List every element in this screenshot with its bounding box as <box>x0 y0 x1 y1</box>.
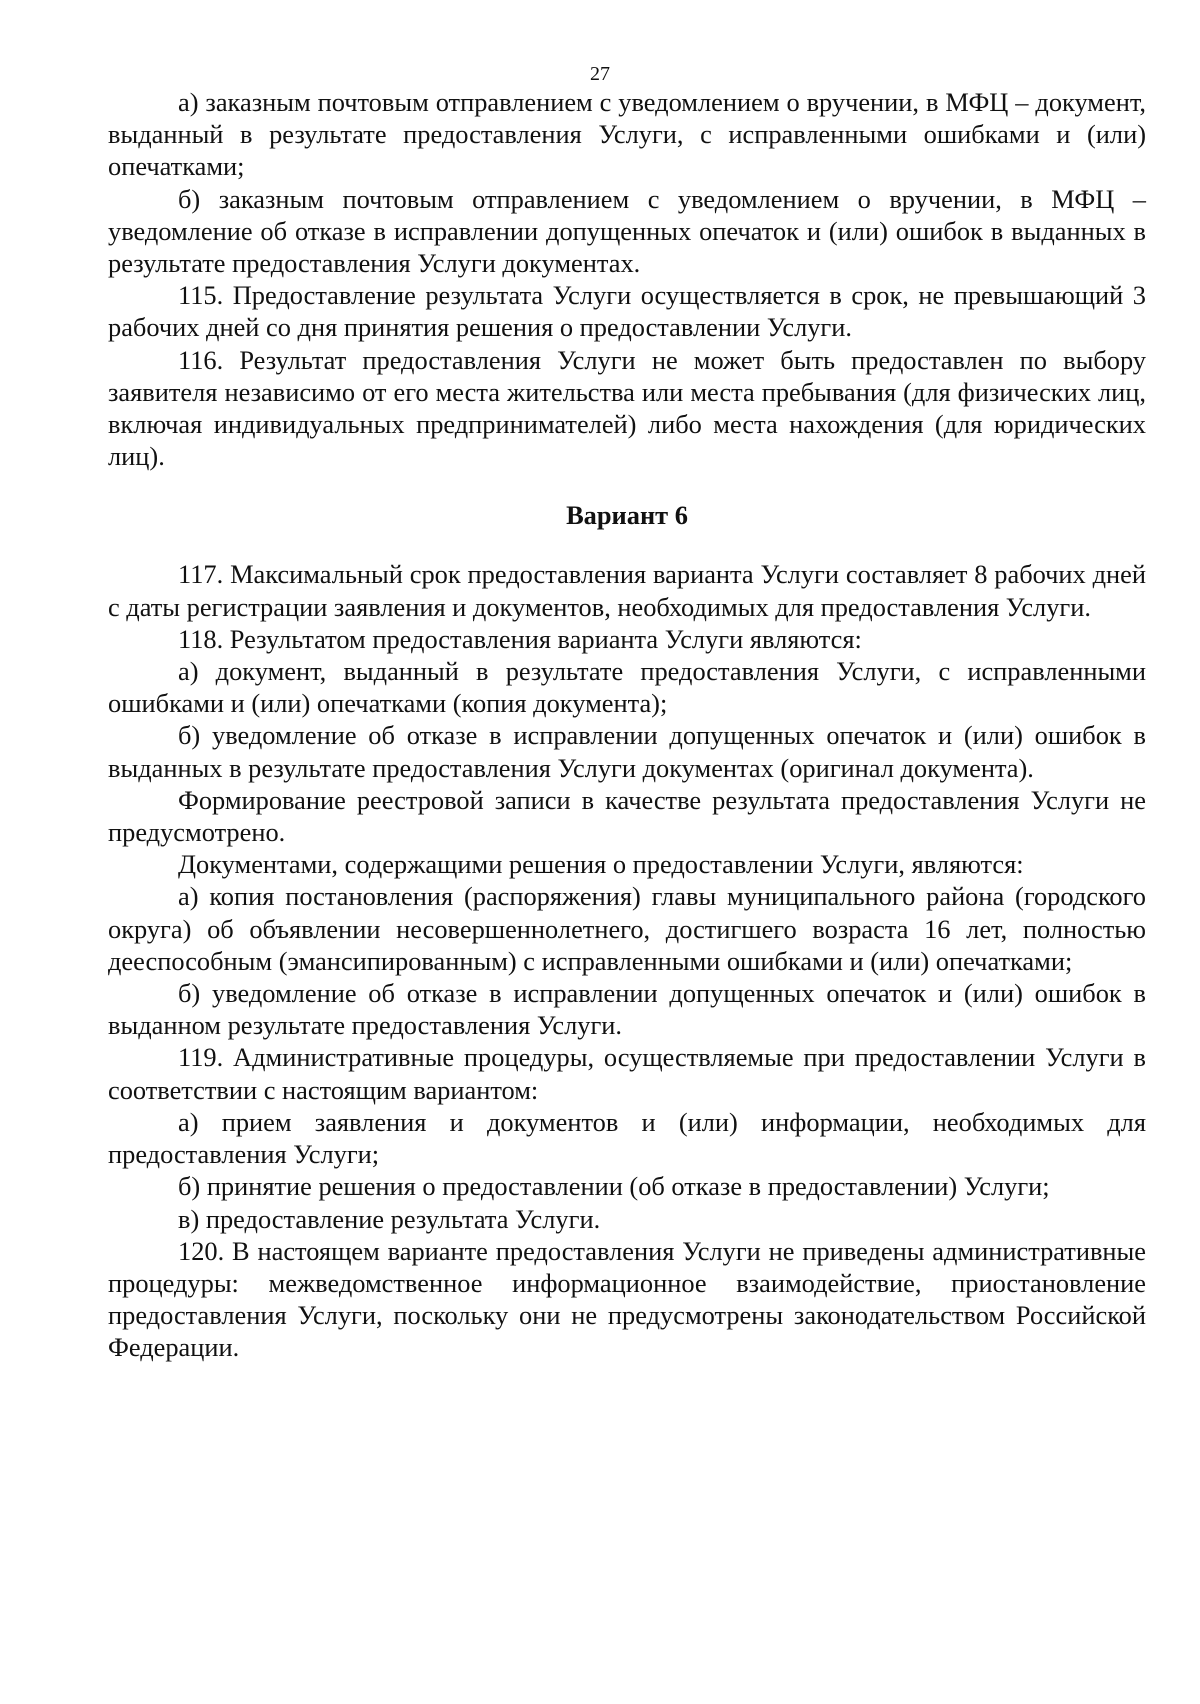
paragraph-117: 117. Максимальный срок предоставления варианта Услуги составляет 8 рабочих дней с даты регистрации заявления и документов, необходимых для предоставления Услуги. <box>108 559 1146 622</box>
paragraph-decision-a: а) копия постановления (распоряжения) главы муниципального района (городского округа) об объявлении несовершеннолетнего, достигшего возраста 16 лет, полностью дееспособным (эмансипированным) с исправленными ошибками и (или) опечатками; <box>108 881 1146 976</box>
paragraph-118-b: б) уведомление об отказе в исправлении допущенных опечаток и (или) ошибок в выданных в результате предоставления Услуги документах (оригинал документа). <box>108 720 1146 783</box>
section-heading-variant-6: Вариант 6 <box>566 500 688 531</box>
paragraph-119-b: б) принятие решения о предоставлении (об отказе в предоставлении) Услуги; <box>178 1171 1050 1202</box>
page-number: 27 <box>590 63 610 85</box>
paragraph-118: 118. Результатом предоставления варианта Услуги являются: <box>178 623 862 654</box>
paragraph-decision-documents: Документами, содержащими решения о предоставлении Услуги, являются: <box>178 849 1024 880</box>
paragraph-decision-b: б) уведомление об отказе в исправлении допущенных опечаток и (или) ошибок в выданном результате предоставления Услуги. <box>108 978 1146 1041</box>
paragraph-119: 119. Административные процедуры, осуществляемые при предоставлении Услуги в соответствии с настоящим вариантом: <box>108 1042 1146 1105</box>
paragraph-120: 120. В настоящем варианте предоставления Услуги не приведены административные процедуры: межведомственное информационное взаимодействие, приостановление предоставления Услуги, поскольку они не предусмотрены законодательством Российской Федерации. <box>108 1235 1146 1363</box>
paragraph-delivery-mail-refusal: б) заказным почтовым отправлением с уведомлением о вручении, в МФЦ – уведомление об отказе в исправлении допущенных опечаток и (или) ошибок в выданных в результате предоставления Услуги документах. <box>108 183 1146 279</box>
document-body <box>108 86 1146 1364</box>
paragraph-delivery-mail-document: а) заказным почтовым отправлением с уведомлением о вручении, в МФЦ – документ, выданный в результате предоставления Услуги, с исправленными ошибками и (или) опечатками; <box>108 87 1146 182</box>
paragraph-119-a: а) прием заявления и документов и (или) информации, необходимых для предоставления Услуги; <box>108 1106 1146 1170</box>
paragraph-116: 116. Результат предоставления Услуги не может быть предоставлен по выбору заявителя независимо от его места жительства или места пребывания (для физических лиц, включая индивидуальных предпринимателей) либо места нахождения (для юридических лиц). <box>108 344 1146 472</box>
paragraph-registry-record: Формирование реестровой записи в качестве результата предоставления Услуги не предусмотрено. <box>108 784 1146 848</box>
paragraph-119-c: в) предоставление результата Услуги. <box>178 1203 601 1234</box>
paragraph-118-a: а) документ, выданный в результате предоставления Услуги, с исправленными ошибками и (или) опечатками (копия документа); <box>108 656 1146 719</box>
paragraph-115: 115. Предоставление результата Услуги осуществляется в срок, не превышающий 3 рабочих дней со дня принятия решения о предоставлении Услуги. <box>108 280 1146 343</box>
